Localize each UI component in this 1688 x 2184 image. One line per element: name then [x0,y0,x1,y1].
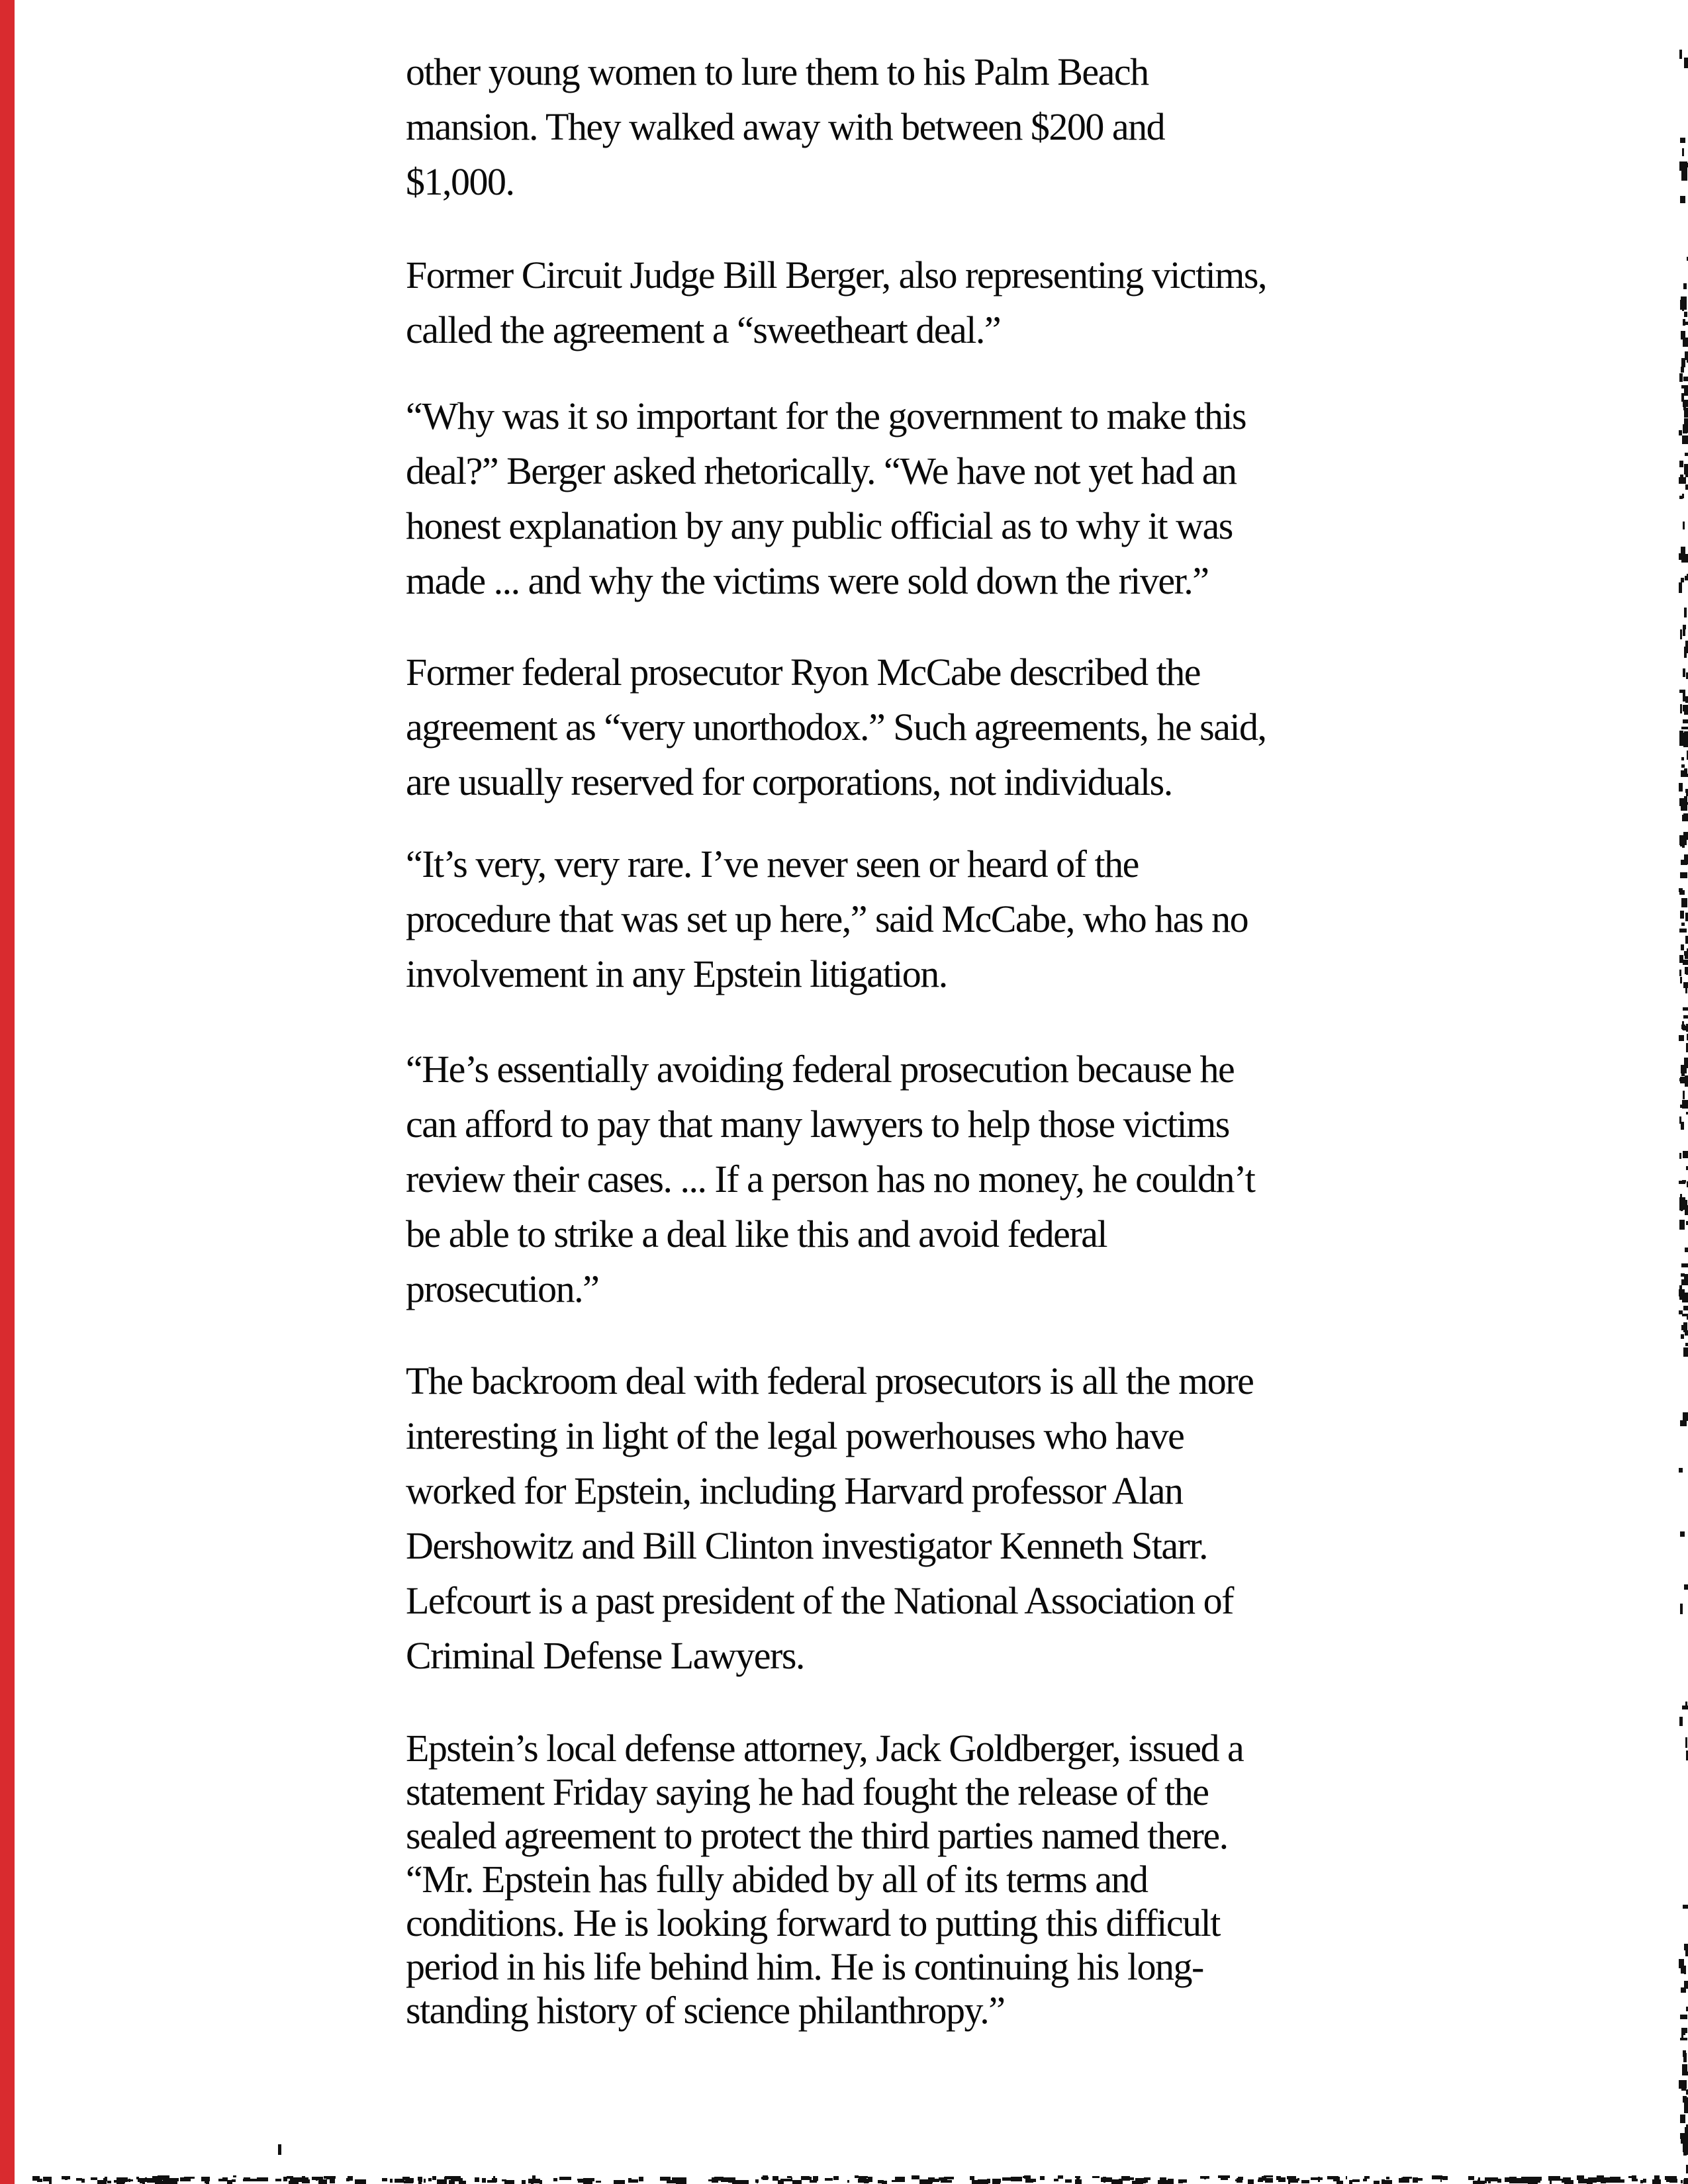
text-line: “It’s very, very rare. I’ve never seen or heard of the [406,842,1139,886]
text-line: standing history of science philanthropy.” [406,1989,1005,2032]
text-line: Epstein’s local defense attorney, Jack Goldberger, issued a [406,1727,1244,1770]
paragraph [406,44,1164,209]
paragraph [406,1042,1254,1316]
text-line: The backroom deal with federal prosecutors is all the more [406,1359,1254,1402]
text-line: involvement in any Epstein litigation. [406,952,947,995]
text-line: are usually reserved for corporations, not individuals. [406,760,1172,803]
paragraph [406,1727,1243,2032]
text-line: agreement as “very unorthodox.” Such agreements, he said, [406,705,1266,749]
text-line: prosecution.” [406,1267,599,1310]
text-line: $1,000. [406,160,514,203]
text-line: statement Friday saying he had fought the release of the [406,1770,1209,1813]
text-line: period in his life behind him. He is continuing his long- [406,1945,1203,1988]
paragraph [406,645,1266,809]
text-line: called the agreement a “sweetheart deal.” [406,308,1001,351]
text-line: review their cases. ... If a person has no money, he couldn’t [406,1158,1255,1201]
text-line: conditions. He is looking forward to putting this difficult [406,1901,1220,1944]
text-line: be able to strike a deal like this and avoid federal [406,1212,1107,1255]
text-line: Criminal Defense Lawyers. [406,1634,804,1677]
text-line: sealed agreement to protect the third parties named there. [406,1814,1228,1857]
paragraph [406,1353,1253,1683]
red-margin-line [0,0,15,2184]
text-line: “He’s essentially avoiding federal prosecution because he [406,1048,1235,1091]
text-line: Dershowitz and Bill Clinton investigator Kenneth Starr. [406,1524,1208,1567]
paragraph [406,837,1248,1001]
text-line: “Mr. Epstein has fully abided by all of its terms and [406,1858,1148,1901]
stray-ink-mark [278,2144,281,2155]
text-line: Lefcourt is a past president of the National Association of [406,1579,1233,1622]
text-line: honest explanation by any public official as to why it was [406,504,1233,547]
text-line: mansion. They walked away with between $200 and [406,105,1165,148]
text-line: procedure that was set up here,” said McCabe, who has no [406,897,1248,940]
text-line: Former Circuit Judge Bill Berger, also representing victims, [406,253,1266,296]
text-line: Former federal prosecutor Ryon McCabe described the [406,651,1200,694]
paragraph [406,388,1246,608]
text-line: deal?” Berger asked rhetorically. “We have not yet had an [406,449,1237,492]
text-line: other young women to lure them to his Palm Beach [406,50,1149,93]
paragraph [406,248,1266,357]
text-line: interesting in light of the legal powerhouses who have [406,1414,1184,1457]
text-line: can afford to pay that many lawyers to help those victims [406,1103,1229,1146]
text-line: worked for Epstein, including Harvard professor Alan [406,1469,1183,1512]
text-line: made ... and why the victims were sold down the river.” [406,559,1209,602]
text-line: “Why was it so important for the government to make this [406,394,1246,437]
